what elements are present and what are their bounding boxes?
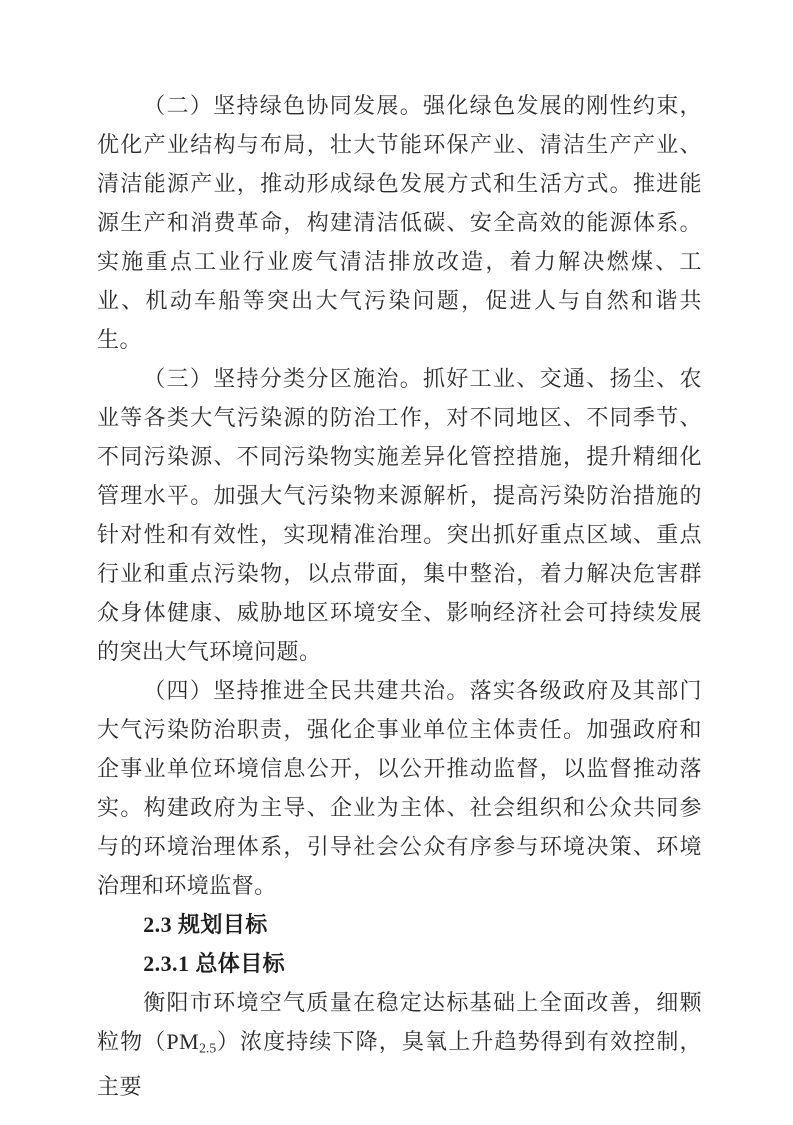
overall-goal-text-after-subscript: ）浓度持续下降，臭氧上升趋势得到有效控制，主要	[97, 1029, 702, 1100]
overall-goal-text-before-subscript: 衡阳市环境空气质量在稳定达标基础上全面改善，细颗粒物（PM	[97, 990, 702, 1054]
section-heading-planning-goals: 2.3 规划目标	[143, 912, 268, 937]
paragraph-principle-zoned-control: （三）坚持分类分区施治。抓好工业、交通、扬尘、农业等各类大气污染源的防治工作，对不同地区、不同季节、不同污染源、不同污染物实施差异化管控措施，提升精细化管理水平。加强大气污染物来源解析，提高污染防治措施的针对性和有效性，实现精准治理。突出抓好重点区域、重点行业和重点污染物，以点带面，集中整治，着力解决危害群众身体健康、威胁地区环境安全、影响经济社会可持续发展的突出大气环境问题。	[97, 366, 702, 664]
paragraph-principle-co-governance: （四）坚持推进全民共建共治。落实各级政府及其部门大气污染防治职责，强化企事业单位主体责任。加强政府和企事业单位环境信息公开，以公开推动监督，以监督推动落实。构建政府为主导、企业为主体、社会组织和公众共同参与的环境治理体系，引导社会公众有序参与环境决策、环境治理和环境监督。	[97, 678, 702, 898]
pm25-subscript: 2.5	[199, 1040, 217, 1056]
paragraph-principle-green-development: （二）坚持绿色协同发展。强化绿色发展的刚性约束，优化产业结构与布局，壮大节能环保产业、清洁生产产业、清洁能源产业，推动形成绿色发展方式和生活方式。推进能源生产和消费革命，构建清洁低碳、安全高效的能源体系。实施重点工业行业废气清洁排放改造，着力解决燃煤、工业、机动车船等突出大气污染问题，促进人与自然和谐共生。	[97, 93, 702, 352]
paragraph-overall-goal	[97, 983, 702, 1106]
document-text-block	[97, 86, 702, 1106]
subsection-heading-overall-goals: 2.3.1 总体目标	[143, 951, 286, 976]
